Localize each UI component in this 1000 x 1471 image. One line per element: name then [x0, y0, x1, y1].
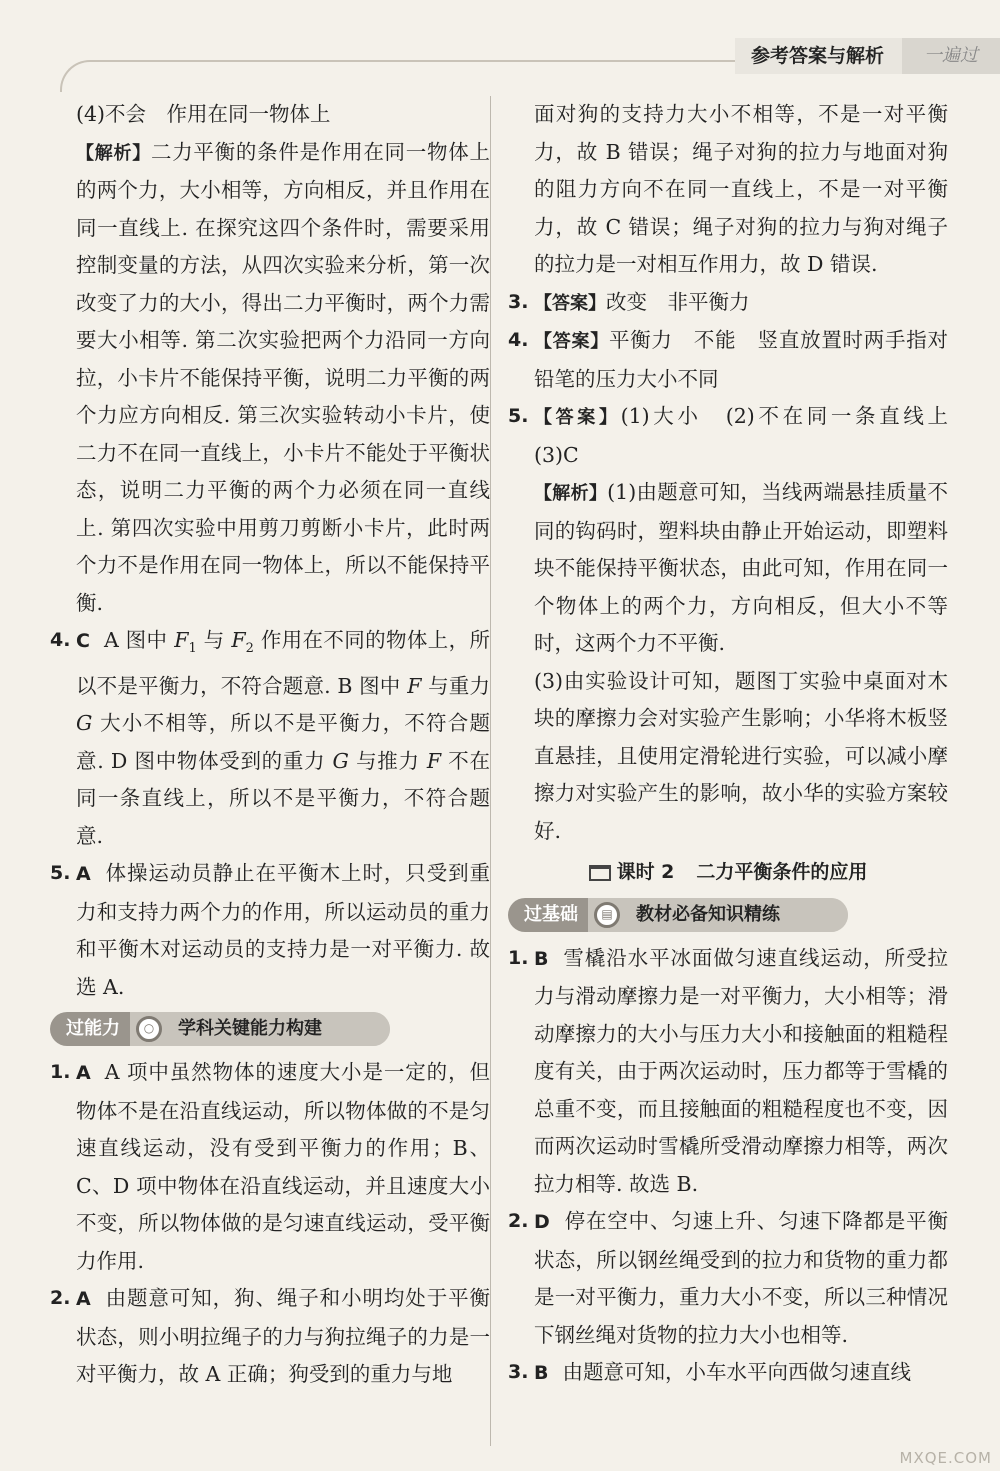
q5-text: 体操运动员静止在平衡木上时，只受到重力和支持力两个力的作用，所以运动员的重力和平衡木对运动员的支持力是一对平衡力. 故选 A.: [76, 861, 490, 999]
question-5: [50, 855, 490, 1006]
lesson-title: 二力平衡条件的应用: [696, 861, 868, 883]
a5-analysis-text: (1)由题意可知，当线两端悬挂质量不同的钩码时，塑料块由静止开始运动，即塑料块不能保持平衡状态，由此可知，作用在同一个物体上的两个力，方向相反，但大小不等时，这两个力不平衡.: [534, 480, 948, 655]
analysis-text: 二力平衡的条件是作用在同一物体上的两个力，大小相等，方向相反，并且作用在同一直线上. 在探究这四个条件时，需要采用控制变量的方法，从四次实验来分析，第一次改变了力的大小，得出二力平衡时，两个力需要大小相等. 第二次实验把两个力沿同一方向拉，小卡片不能保持平衡，说明二力平衡的两个力应方向相反. 第三次实验转动小卡片，使二力不在同一直线上，小卡片不能处于平衡状态，说明二力平衡的两个力必须在同一直线上. 第四次实验中用剪刀剪断小卡片，此时两个力不是作用在同一物体上，所以不能保持平衡.: [76, 139, 491, 615]
header-brand: 一遍过: [902, 38, 1000, 74]
section-banner-ability: [50, 1012, 390, 1046]
answer-label: 【答案】: [534, 331, 609, 352]
ability-question-2: [50, 1280, 490, 1394]
banner-title: 学科关键能力构建: [168, 1012, 390, 1046]
a5-analysis-2: (3)由实验设计可知，题图丁实验中桌面对木块的摩擦力会对实验产生影响；小华将木板竖直悬挂，且使用定滑轮进行实验，可以减小摩擦力对实验产生的影响，故小华的实验方案较好.: [534, 668, 948, 843]
banner-title: 教材必备知识精练: [626, 898, 848, 932]
question-number: 3.: [508, 1361, 529, 1383]
q4-text-e: 大小不相等，所以不是平衡力，不符合题意. D 图中物体受到的重力: [76, 711, 490, 773]
right-column: [508, 96, 969, 1393]
left-column: [50, 96, 490, 1394]
question-number: 1.: [508, 946, 529, 969]
book-icon: ▤: [594, 902, 620, 928]
lesson-number: 课时 2: [616, 861, 675, 883]
lesson-icon: [589, 865, 611, 881]
symbol-f: F: [174, 628, 189, 652]
b3-text: 由题意可知，小车水平向西做匀速直线: [562, 1360, 911, 1384]
q4-text-g: 不在同一条直线上，所以不是平衡力，不符合题意.: [76, 748, 490, 848]
ability-question-1: [50, 1054, 490, 1280]
a5-analysis: [508, 474, 948, 663]
subscript: 2: [245, 641, 254, 657]
lesson-heading: [508, 854, 948, 892]
question-number: 5.: [508, 405, 529, 427]
answer-letter: C: [76, 630, 90, 652]
answer-letter: B: [534, 947, 549, 970]
answer-letter: A: [76, 1062, 91, 1085]
basic-question-2: [508, 1203, 948, 1354]
answer-3: [508, 284, 948, 323]
question-number: 1.: [50, 1061, 71, 1084]
header-tag: [735, 38, 1000, 74]
symbol-f: F: [407, 673, 422, 698]
analysis-paragraph: [50, 134, 490, 623]
answer-letter: B: [534, 1362, 549, 1384]
question-number: 2.: [508, 1210, 529, 1232]
symbol-g: G: [332, 748, 349, 773]
b1-text: 雪橇沿水平冰面做匀速直线运动，所受拉力与滑动摩擦力是一对平衡力，大小相等；滑动摩擦力的大小与压力大小和接触面的粗糙程度有关，由于两次运动时，压力都等于雪橇的总重不变，而且接触面的粗糙程度也不变，因而两次运动时雪橇所受滑动摩擦力相等，两次拉力相等. 故选 B.: [534, 945, 948, 1196]
a3-text: 改变 非平衡力: [606, 289, 750, 314]
answer-4-part: (4)不会 作用在同一物体上: [76, 102, 331, 126]
question-number: 5.: [50, 862, 71, 885]
a5-text: (1)大小 (2)不在同一条直线上 (3)C: [534, 404, 969, 467]
basic-question-3: [508, 1354, 948, 1393]
answer-4: [508, 322, 948, 398]
answer-letter: A: [76, 863, 91, 886]
answer-5: [508, 398, 969, 474]
basic-question-1: [508, 940, 948, 1204]
analysis-label: 【解析】: [534, 483, 608, 504]
header-title: 参考答案与解析: [735, 38, 902, 74]
q4-text-c: 作用在不同的物体上，所以不是平衡力，不符合题意. B 图中: [76, 628, 490, 698]
page-header: [0, 0, 1000, 80]
b2-text: 停在空中、匀速上升、匀速下降都是平衡状态，所以钢丝绳受到的拉力和货物的重力都是一对平衡力，重力大小不变，所以三种情况下钢丝绳对货物的拉力大小也相等.: [534, 1209, 948, 1347]
banner-label: 过能力: [50, 1012, 130, 1046]
k1-text: A 项中虽然物体的速度大小是一定的，但物体不是在沿直线运动，所以物体做的不是匀速直线运动，没有受到平衡力的作用；B、C、D 项中物体在沿直线运动，并且速度大小不变，所以物体做的是匀速直线运动，受平衡力作用.: [76, 1060, 490, 1273]
q4-text-d: 与重力: [421, 673, 490, 698]
section-banner-basics: [508, 898, 848, 932]
answer-label: 【答案】: [534, 292, 606, 314]
site-watermark: MXQE.COM: [899, 1449, 992, 1467]
question-4: [50, 622, 490, 855]
answer-label: 【答案】: [534, 407, 621, 428]
k2-text: 由题意可知，狗、绳子和小明均处于平衡状态，则小明拉绳子的力与狗拉绳子的力是一对平衡力，故 A 正确；狗受到的重力与地: [76, 1286, 490, 1387]
analysis-label: 【解析】: [76, 142, 151, 164]
continued-paragraph: 面对狗的支持力大小不相等，不是一对平衡力，故 B 错误；绳子对狗的拉力与地面对狗的阻力方向不在同一直线上，不是一对平衡力，故 C 错误；绳子对狗的拉力与狗对绳子的拉力是一对相互作用力，故 D 错误.: [534, 102, 948, 276]
banner-label: 过基础: [508, 898, 588, 932]
symbol-f: F: [231, 628, 246, 652]
symbol-g: G: [76, 711, 93, 736]
subscript: 1: [188, 641, 197, 657]
question-number: 4.: [50, 629, 71, 651]
column-divider: [490, 96, 491, 1446]
question-number: 4.: [508, 329, 529, 351]
q4-text-a: A 图中: [103, 628, 175, 652]
question-number: 2.: [50, 1287, 71, 1310]
answer-letter: D: [534, 1211, 550, 1233]
q4-text-b: 与: [196, 628, 232, 652]
q4-text-f: 与推力: [348, 748, 427, 773]
a4-text: 平衡力 不能 竖直放置时两手指对铅笔的压力大小不同: [534, 328, 949, 391]
medal-icon: ○: [136, 1016, 162, 1042]
symbol-f: F: [426, 748, 442, 773]
question-number: 3.: [508, 290, 529, 313]
answer-letter: A: [76, 1288, 91, 1311]
